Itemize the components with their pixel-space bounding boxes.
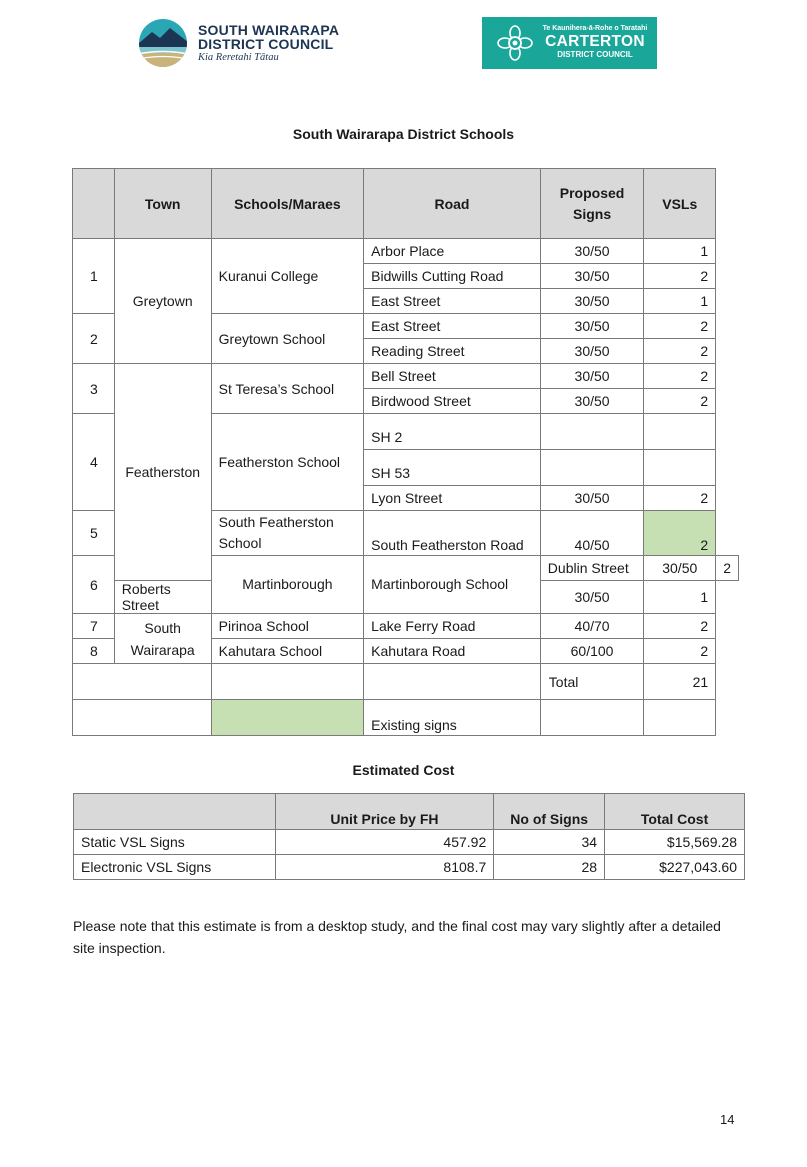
header-vsls: VSLs <box>644 169 716 239</box>
header-schools: Schools/Maraes <box>211 169 364 239</box>
header-num <box>73 169 115 239</box>
page-number: 14 <box>720 1112 735 1127</box>
table-row <box>74 830 745 855</box>
swdc-motto: Kia Reretahi Tātau <box>198 52 279 63</box>
row-number: 8 <box>73 639 115 664</box>
table-row <box>73 364 739 389</box>
road-cell: SH 53 <box>364 450 541 486</box>
proposed-cell: 30/50 <box>540 239 644 264</box>
header-total-cost: Total Cost <box>605 794 745 830</box>
school-cell: St Teresa’s School <box>211 364 364 414</box>
header-num-signs: No of Signs <box>494 794 605 830</box>
road-cell: Reading Street <box>364 339 541 364</box>
vsls-cell: 1 <box>644 289 716 314</box>
road-cell: Bell Street <box>364 364 541 389</box>
vsls-cell <box>644 450 716 486</box>
road-cell: Kahutara Road <box>364 639 541 664</box>
road-cell: East Street <box>364 289 541 314</box>
empty-cell <box>644 700 716 736</box>
row-number: 5 <box>73 511 115 556</box>
table-row <box>73 614 739 639</box>
vsls-cell <box>644 414 716 450</box>
town-cell: Greytown <box>114 239 211 364</box>
row-number: 7 <box>73 614 115 639</box>
school-cell: Pirinoa School <box>211 614 364 639</box>
proposed-cell: 30/50 <box>540 486 644 511</box>
row-number: 6 <box>73 556 115 614</box>
header-item <box>74 794 276 830</box>
proposed-cell: 60/100 <box>540 639 644 664</box>
road-cell: SH 2 <box>364 414 541 450</box>
vsls-cell: 1 <box>644 581 716 614</box>
header-road: Road <box>364 169 541 239</box>
road-cell: Roberts Street <box>114 581 211 614</box>
table-row <box>73 239 739 264</box>
row-number: 1 <box>73 239 115 314</box>
item-cell: Electronic VSL Signs <box>74 855 276 880</box>
proposed-cell: 30/50 <box>540 581 644 614</box>
vsls-cell: 2 <box>644 314 716 339</box>
daffodil-icon <box>496 24 534 62</box>
cost-title: Estimated Cost <box>352 762 455 778</box>
carterton-subtitle: DISTRICT COUNCIL <box>557 50 633 59</box>
town-cell: Martinborough <box>211 556 364 614</box>
empty-cell <box>364 664 541 700</box>
total-row <box>73 664 739 700</box>
table-row <box>74 855 745 880</box>
total-cost-cell: $15,569.28 <box>605 830 745 855</box>
carterton-tagline: Te Kaunihera-ā-Rohe o Taratahi <box>542 25 648 32</box>
carterton-name: CARTERTON <box>545 33 645 50</box>
header-proposed-signs: Proposed Signs <box>540 169 644 239</box>
estimate-note: Please note that this estimate is from a desktop study, and the final cost may vary slightly after a detailed site inspection. <box>73 918 721 956</box>
vsls-cell: 2 <box>644 364 716 389</box>
total-value: 21 <box>644 664 716 700</box>
road-cell: Bidwills Cutting Road <box>364 264 541 289</box>
road-cell: Lyon Street <box>364 486 541 511</box>
proposed-cell: 30/50 <box>540 264 644 289</box>
header-unit-price: Unit Price by FH <box>275 794 494 830</box>
swdc-logo <box>138 18 348 70</box>
school-cell: Martinborough School <box>364 556 541 614</box>
empty-cell <box>73 664 212 700</box>
road-cell: Dublin Street <box>540 556 644 581</box>
total-cost-cell: $227,043.60 <box>605 855 745 880</box>
road-cell: Lake Ferry Road <box>364 614 541 639</box>
road-cell: Birdwood Street <box>364 389 541 414</box>
vsls-cell: 2 <box>644 264 716 289</box>
town-cell: South Wairarapa <box>114 614 211 664</box>
unit-price-cell: 8108.7 <box>275 855 494 880</box>
unit-price-cell: 457.92 <box>275 830 494 855</box>
header-town: Town <box>114 169 211 239</box>
town-cell: Featherston <box>114 364 211 581</box>
school-cell: Greytown School <box>211 314 364 364</box>
vsls-cell: 2 <box>644 389 716 414</box>
total-label: Total <box>540 664 644 700</box>
schools-title: South Wairarapa District Schools <box>292 126 515 142</box>
cost-table <box>73 793 745 880</box>
legend-row <box>73 700 739 736</box>
road-cell: Arbor Place <box>364 239 541 264</box>
swdc-name-line1: SOUTH WAIRARAPA <box>198 22 340 38</box>
carterton-logo <box>482 17 657 69</box>
empty-cell <box>211 664 364 700</box>
legend-label: Existing signs <box>364 700 541 736</box>
school-cell: Kuranui College <box>211 239 364 314</box>
row-number: 4 <box>73 414 115 511</box>
empty-cell <box>540 700 644 736</box>
schools-table <box>72 168 739 736</box>
table-header-row <box>73 169 739 239</box>
proposed-cell: 40/70 <box>540 614 644 639</box>
vsls-cell: 2 <box>644 486 716 511</box>
table-header-row <box>74 794 745 830</box>
school-cell: Featherston School <box>211 414 364 511</box>
school-cell: South Featherston School <box>211 511 364 556</box>
road-cell: South Featherston Road <box>364 511 541 556</box>
num-signs-cell: 28 <box>494 855 605 880</box>
road-cell: East Street <box>364 314 541 339</box>
vsls-cell-existing: 2 <box>644 511 716 556</box>
vsls-cell: 1 <box>644 239 716 264</box>
proposed-cell: 30/50 <box>540 289 644 314</box>
row-number: 2 <box>73 314 115 364</box>
proposed-cell <box>540 450 644 486</box>
proposed-cell: 30/50 <box>540 364 644 389</box>
vsls-cell: 2 <box>644 614 716 639</box>
swdc-name-line2: DISTRICT COUNCIL <box>198 36 334 52</box>
legend-swatch <box>211 700 364 736</box>
proposed-cell: 30/50 <box>540 339 644 364</box>
proposed-cell: 30/50 <box>644 556 716 581</box>
empty-cell <box>73 700 212 736</box>
num-signs-cell: 34 <box>494 830 605 855</box>
proposed-cell: 30/50 <box>540 314 644 339</box>
vsls-cell: 2 <box>644 639 716 664</box>
vsls-cell: 2 <box>644 339 716 364</box>
vsls-cell: 2 <box>716 556 739 581</box>
row-number: 3 <box>73 364 115 414</box>
item-cell: Static VSL Signs <box>74 830 276 855</box>
swdc-emblem-icon <box>138 18 188 68</box>
proposed-cell: 40/50 <box>540 511 644 556</box>
proposed-cell: 30/50 <box>540 389 644 414</box>
school-cell: Kahutara School <box>211 639 364 664</box>
proposed-cell <box>540 414 644 450</box>
